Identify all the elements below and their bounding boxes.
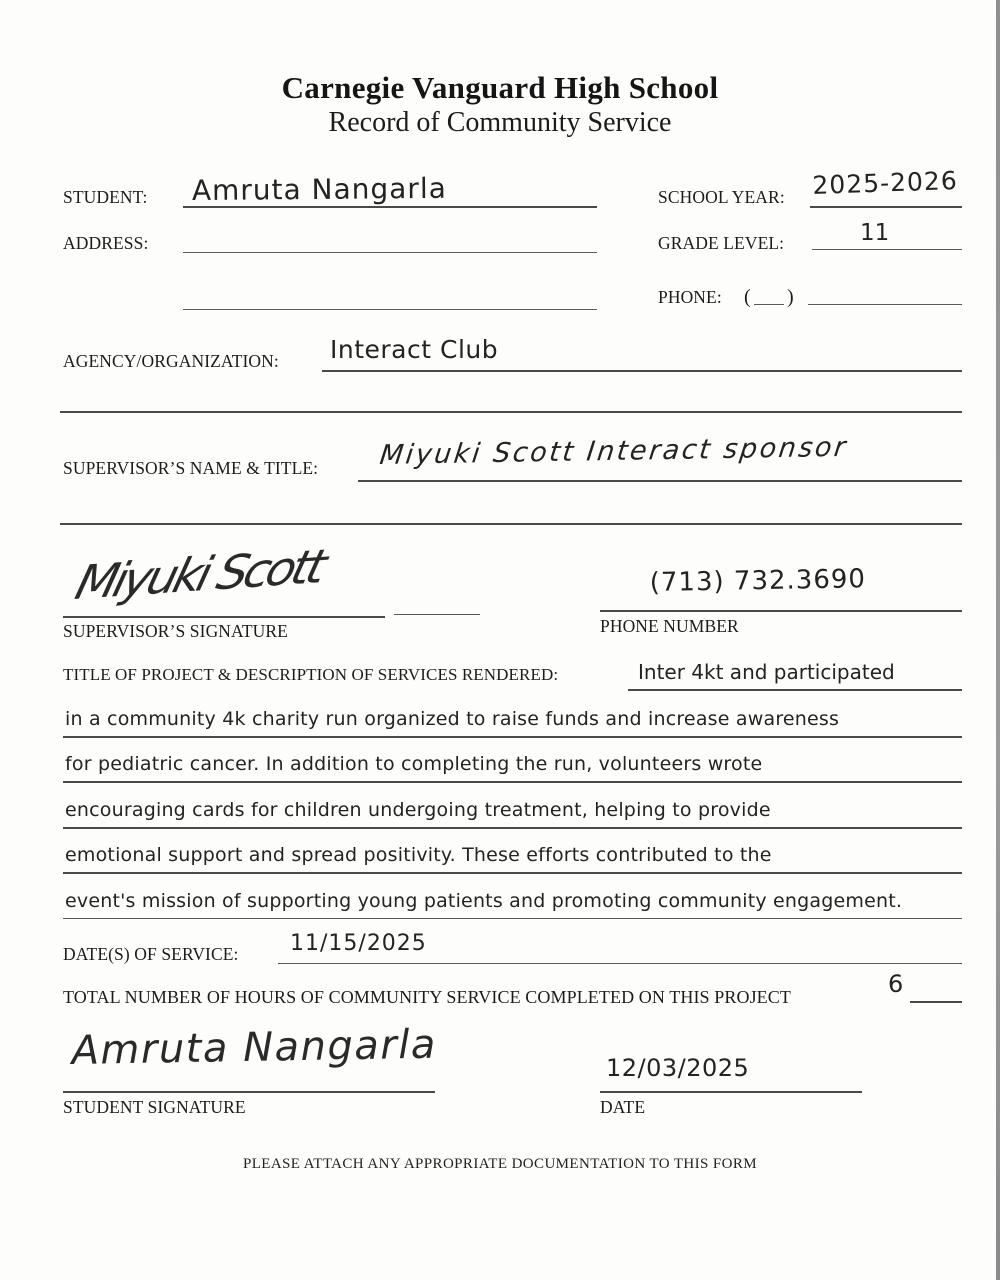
phone-number-value: (713) 732.3690 [649,564,867,598]
project-description-label: TITLE OF PROJECT & DESCRIPTION OF SERVICES RENDERED: [63,665,559,684]
supervisor-name-title-line [358,480,962,482]
supervisor-signature-label: SUPERVISOR’S SIGNATURE [63,621,288,641]
supervisor-signature-value: Miyuki Scott [70,539,329,611]
project-description-value-4: encouraging cards for children undergoing treatment, helping to provide [65,799,771,821]
grade-level-label: GRADE LEVEL: [658,233,785,253]
phone-label: PHONE: [658,287,722,307]
student-label: STUDENT: [63,187,148,207]
grade-level-line [812,249,962,250]
project-description-line-1 [628,689,962,691]
student-value: Amruta Nangarla [191,171,447,207]
phone-number-line [600,610,962,612]
project-description-value-5: emotional support and spread positivity. These efforts contributed to the [65,844,772,866]
dates-of-service-line [278,963,962,964]
project-description-value-2: in a community 4k charity run organized to raise funds and increase awareness [65,708,840,730]
address-label: ADDRESS: [63,233,149,253]
dates-of-service-label: DATE(S) OF SERVICE: [63,944,239,964]
school-year-line [810,206,962,208]
project-description-line-4 [63,827,962,829]
supervisor-signature-line-short [394,614,480,615]
phone-area-code-line [754,304,784,305]
project-description-line-2 [63,736,962,738]
project-description-line-5 [63,872,962,874]
date-value: 12/03/2025 [606,1054,750,1082]
school-name-heading: Carnegie Vanguard High School [281,70,719,105]
school-year-value: 2025-2026 [811,165,959,200]
footer-note: PLEASE ATTACH ANY APPROPRIATE DOCUMENTATION TO THIS FORM [242,1156,758,1172]
project-description-line-3 [63,781,962,783]
supervisor-name-title-label: SUPERVISOR’S NAME & TITLE: [63,458,319,478]
address-line-2 [183,309,597,310]
dates-of-service-value: 11/15/2025 [290,931,427,956]
date-label: DATE [600,1097,646,1117]
phone-line [808,304,962,305]
student-signature-value: Amruta Nangarla [71,1021,438,1074]
project-description-value-6: event's mission of supporting young patients and promoting community engagement. [65,890,903,912]
agency-continuation-line [60,411,962,413]
agency-organization-line [322,370,962,372]
supervisor-signature-line [63,616,385,618]
student-signature-label: STUDENT SIGNATURE [63,1097,246,1117]
phone-number-label: PHONE NUMBER [600,616,739,636]
date-line [600,1091,862,1093]
project-description-value-1: Inter 4kt and participated [638,660,895,684]
student-signature-line [63,1091,435,1093]
project-description-line-6 [63,918,962,919]
grade-level-value: 11 [860,220,890,246]
address-line-1 [183,252,597,253]
supervisor-continuation-line [60,523,962,525]
supervisor-name-title-value: Miyuki Scott Interact sponsor [378,431,850,471]
phone-paren-close: ) [787,286,794,308]
project-description-value-3: for pediatric cancer. In addition to completing the run, volunteers wrote [65,753,763,775]
school-year-label: SCHOOL YEAR: [658,187,785,207]
phone-paren-open: ( [744,286,751,308]
total-hours-label: TOTAL NUMBER OF HOURS OF COMMUNITY SERVICE COMPLETED ON THIS PROJECT [63,987,791,1007]
scan-edge-artifact [996,0,1000,1280]
form-title-heading: Record of Community Service [328,107,672,138]
agency-organization-label: AGENCY/ORGANIZATION: [63,351,279,371]
total-hours-value: 6 [888,970,904,998]
total-hours-line [910,1001,962,1003]
agency-organization-value: Interact Club [330,335,499,364]
